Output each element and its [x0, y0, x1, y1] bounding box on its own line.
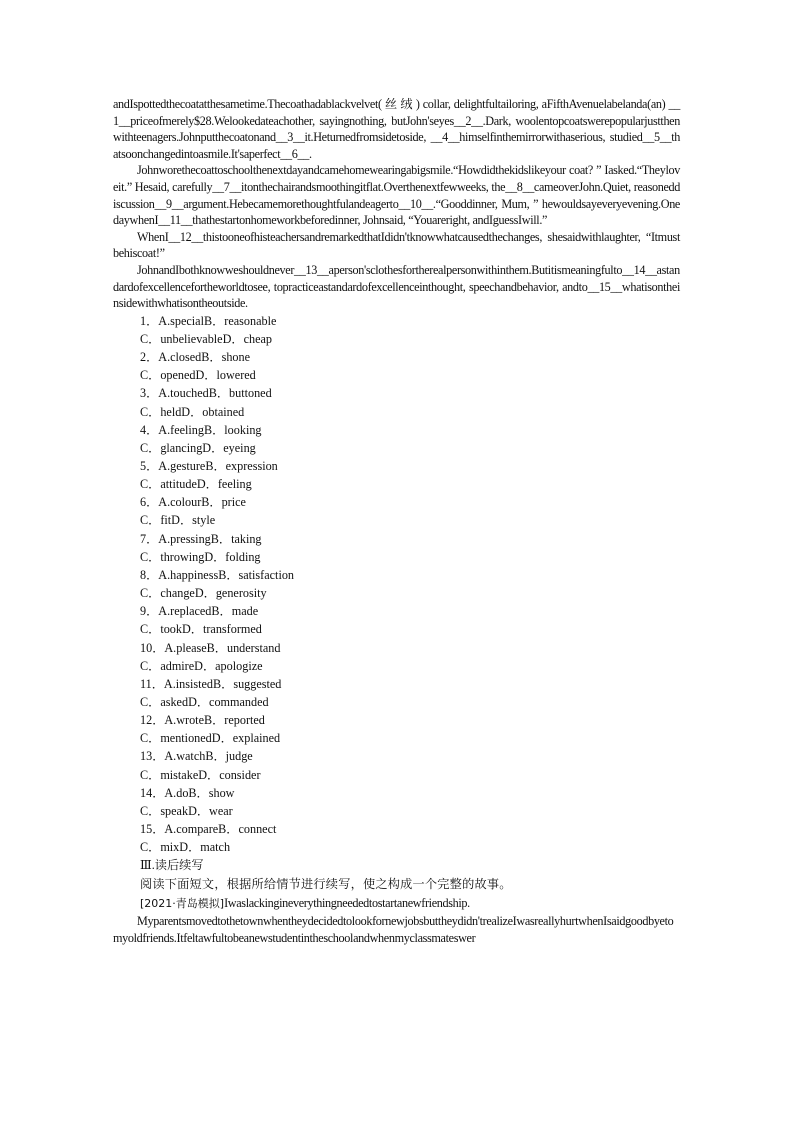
option-line: C．fitD．style	[140, 513, 216, 528]
option-line: 15．A.compareB．connect	[140, 822, 277, 837]
option-line: 6．A.colourB．price	[140, 495, 246, 510]
section-heading: Ⅲ.读后续写	[140, 858, 204, 873]
option-line: C．unbelievableD．cheap	[140, 331, 272, 346]
option-line: 11．A.insistedB．suggested	[140, 676, 282, 691]
option-line: C．openedD．lowered	[140, 368, 256, 383]
option-line: C．throwingD．folding	[140, 549, 261, 564]
passage-paragraph-4: JohnandIbothknowweshouldnever__13__aperson'sclothesfortherealpersonwithinthem.Butitismeaningfulto__14__astandardofexcellencefortheworldtosee, topracticeastandardofexcellenceinthought, speechandbehavior, andto__15__whatisontheinsidewithwhatisontheoutside.	[113, 262, 680, 311]
document-page	[113, 96, 680, 946]
option-line: C．admireD．apologize	[140, 658, 263, 673]
option-line: C．tookD．transformed	[140, 622, 262, 637]
option-line: 1．A.specialB．reasonable	[140, 313, 277, 328]
option-line: C．heldD．obtained	[140, 404, 245, 419]
section-instruction: 阅读下面短文，根据所给情节进行续写，使之构成一个完整的故事。	[140, 877, 512, 891]
passage-paragraph-3: WhenI__12__thistooneofhisteachersandremarkedthatIdidn'tknowwhatcausedthechanges, shesaidwithlaughter, “Itmustbehiscoat!”	[113, 229, 680, 261]
story-first-sentence: Iwaslackingineverythingneededtostartanewfriendship.	[224, 896, 470, 910]
option-line: 5．A.gestureB．expression	[140, 458, 278, 473]
passage-paragraph-1: andIspottedthecoatatthesametime.Thecoathadablackvelvet( 丝 绒 ) collar, delightfultailoring, aFifthAvenuelabelanda(an) __1__priceofmerely$28.Welookedateachother, sayingnothing, butJohn'seyes__2__.Dark, woolentopcoatswerepopularjustthenwithteenagers.Johnputthecoatonand__3__it.Heturnedfromsidetoside, __4__himselfinthemirrorwithaserious, studied__5__thatsoonchangedintoasmile.It'saperfect__6__.	[113, 97, 680, 161]
option-line: 14．A.doB．show	[140, 785, 235, 800]
option-line: C．askedD．commanded	[140, 695, 269, 709]
option-line: 9．A.replacedB．made	[140, 604, 259, 619]
option-line: 10．A.pleaseB．understand	[140, 640, 281, 655]
source-tag: [2021·青岛模拟]	[140, 897, 225, 910]
option-line: 4．A.feelingB．looking	[140, 422, 262, 437]
passage-paragraph-2: Johnworethecoattoschoolthenextdayandcamehomewearingabigsmile.“Howdidthekidslikeyour coat? ” Iasked.“Theyloveit.” Hesaid, carefully__7__itonthechairandsmoothingitflat.Overthenextfewweeks, the__8__cameoverJohn.Quiet, reasoneddiscussion__9__argument.Hebecamemorethoughtfulandeagerto__10__.“Gooddinner, Mum, ” hewouldsayeveryevening.OnedaywhenI__11__thathestartonhomeworkbeforedinner, Johnsaid, “Youareright, andIguessIwill.”	[113, 163, 680, 228]
option-line: C．mistakeD．consider	[140, 767, 261, 782]
option-line: C．changeD．generosity	[140, 586, 267, 601]
option-line: C．attitudeD．feeling	[140, 477, 252, 492]
option-line: 2．A.closedB．shone	[140, 350, 251, 365]
story-first-line	[113, 894, 680, 913]
option-line: C．glancingD．eyeing	[140, 440, 256, 455]
option-line: C．speakD．wear	[140, 803, 233, 818]
option-line: 8．A.happinessB．satisfaction	[140, 567, 295, 582]
option-line: 13．A.watchB．judge	[140, 749, 253, 764]
option-line: C．mixD．match	[140, 840, 231, 855]
option-line: 12．A.wroteB．reported	[140, 713, 265, 728]
option-line: 7．A.pressingB．taking	[140, 531, 262, 546]
story-paragraph: Myparentsmovedtothetownwhentheydecidedtolookfornewjobsbuttheydidn'trealizeIwasreallyhurtwhenIsaidgoodbyetomyoldfriends.Itfeltawfultobeanewstudentintheschoolandwhenmyclassmateswer	[113, 914, 674, 945]
option-line: C．mentionedD．explained	[140, 731, 281, 746]
option-line: 3．A.touchedB．buttoned	[140, 386, 272, 401]
answer-options-list	[113, 312, 680, 857]
